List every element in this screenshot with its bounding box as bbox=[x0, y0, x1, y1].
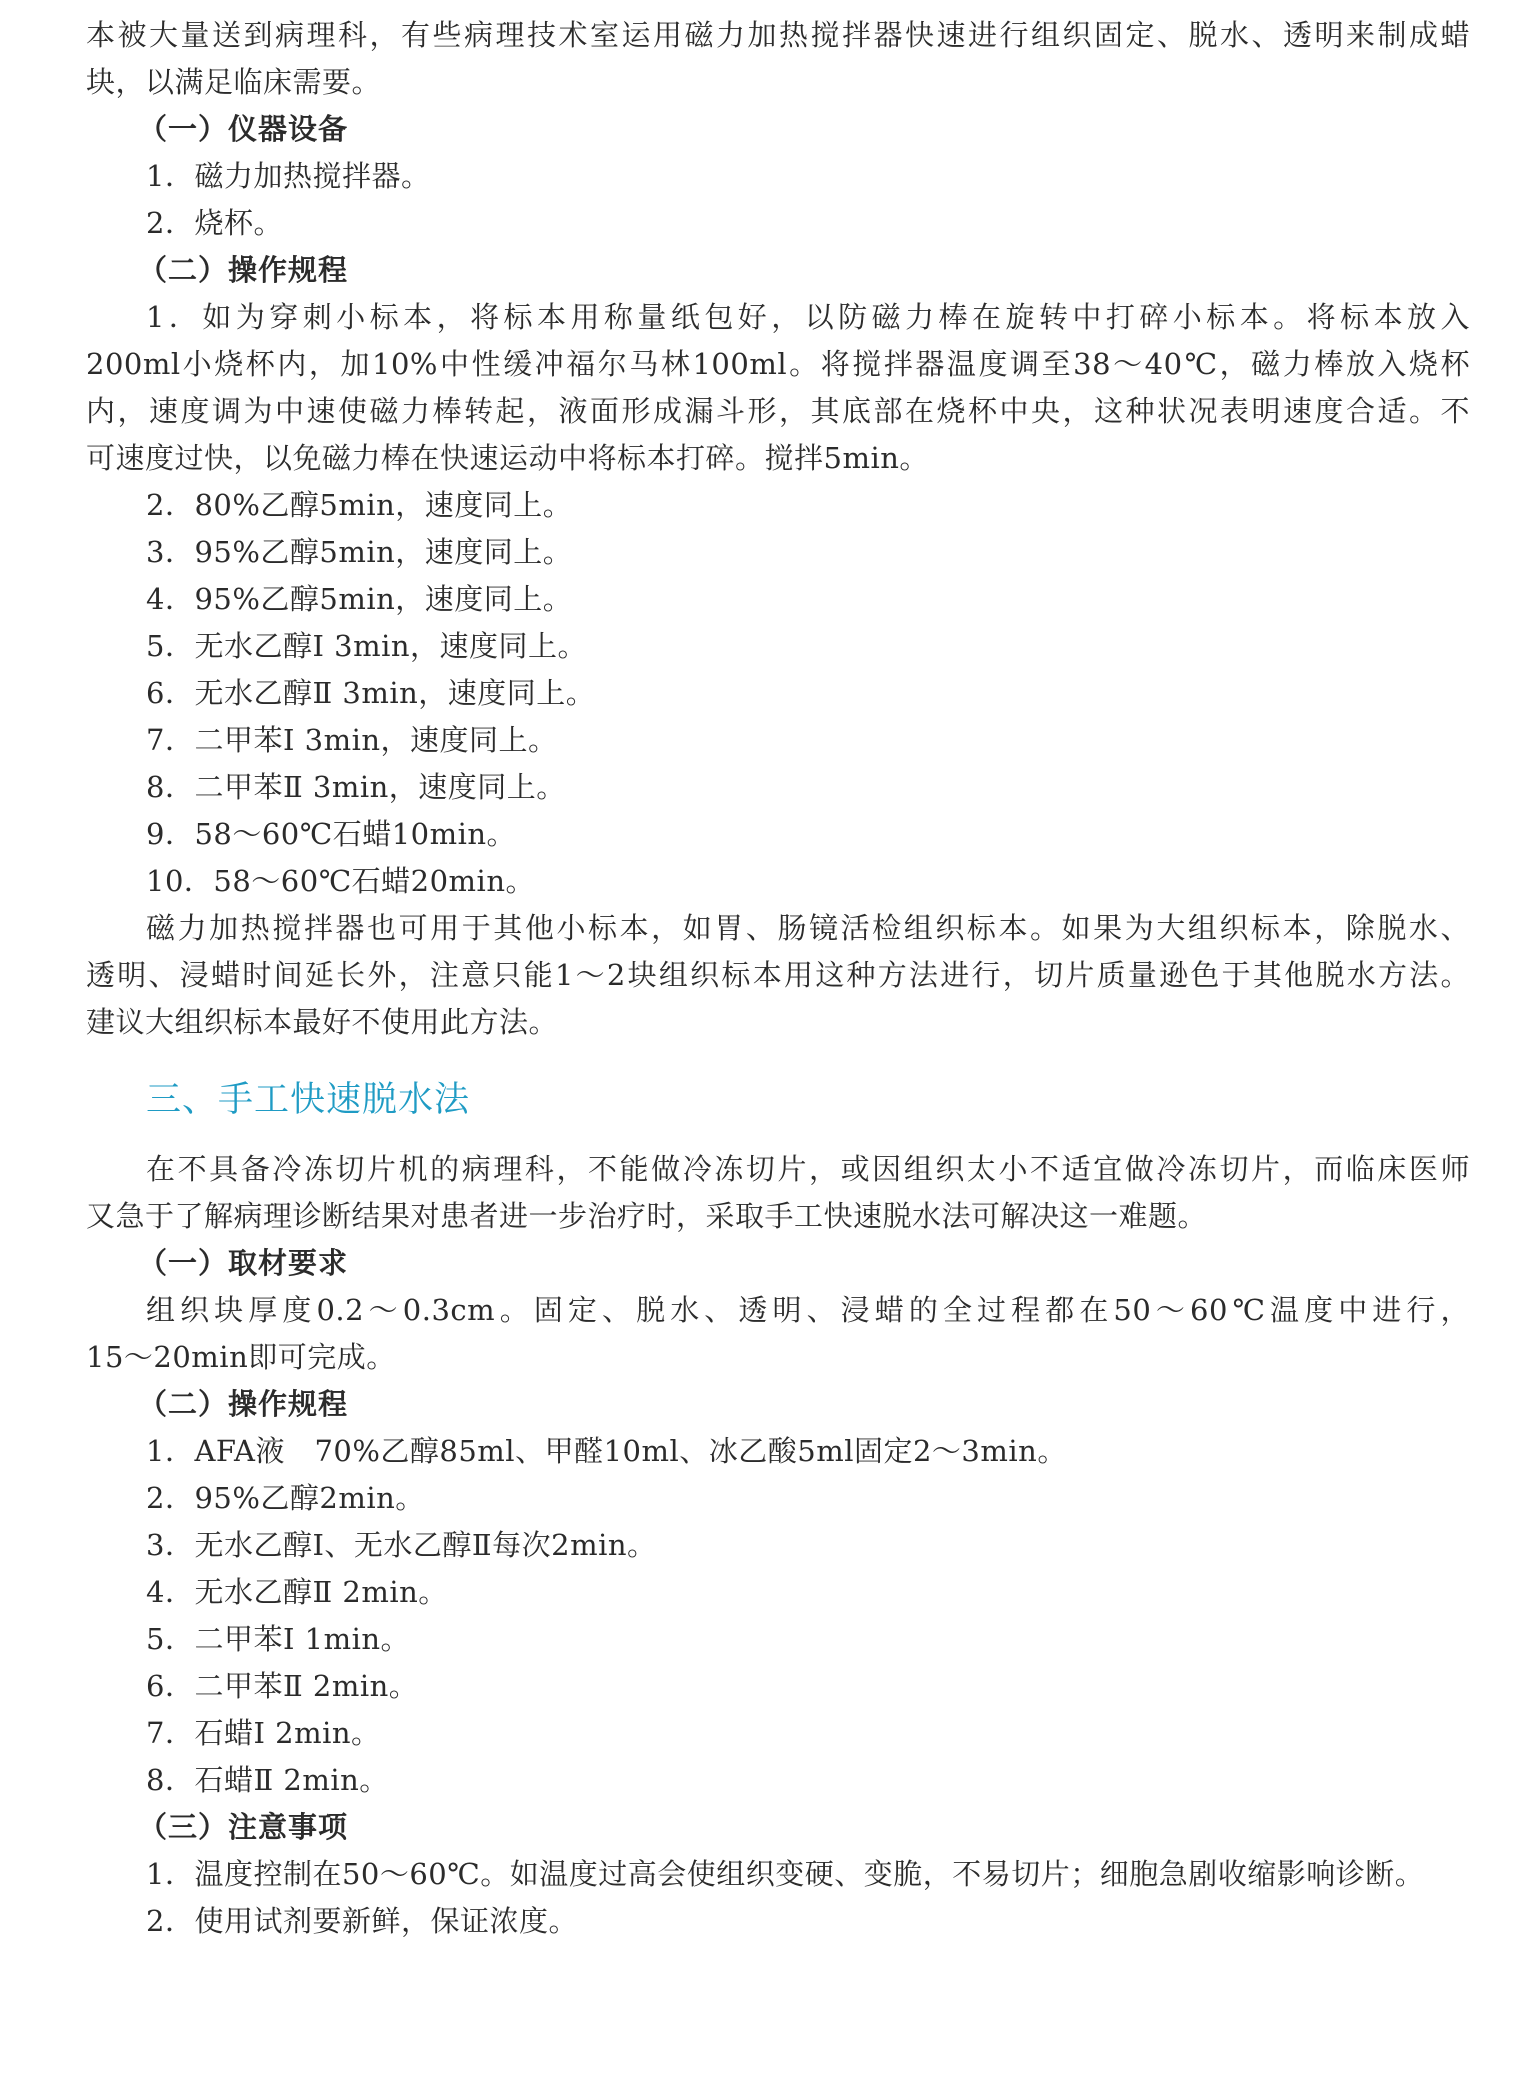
paragraph-line: 又急于了解病理诊断结果对患者进一步治疗时，采取手工快速脱水法可解决这一难题。 bbox=[86, 1199, 1208, 1233]
paragraph-line: 1．如为穿刺小标本，将标本用称量纸包好，以防磁力棒在旋转中打碎小标本。将标本放入 bbox=[146, 300, 1470, 334]
paragraph-line: 块，以满足临床需要。 bbox=[86, 65, 382, 99]
list-item: 2．使用试剂要新鲜，保证浓度。 bbox=[146, 1904, 578, 1938]
list-item: 6．无水乙醇Ⅱ 3min，速度同上。 bbox=[146, 676, 596, 710]
list-item: 2．95%乙醇2min。 bbox=[146, 1481, 425, 1515]
paragraph-line: 在不具备冷冻切片机的病理科，不能做冷冻切片，或因组织太小不适宜做冷冻切片，而临床医师 bbox=[146, 1152, 1470, 1186]
list-item: 1．磁力加热搅拌器。 bbox=[146, 159, 431, 193]
list-item: 6．二甲苯Ⅱ 2min。 bbox=[146, 1669, 419, 1703]
list-item: 7．二甲苯Ⅰ 3min，速度同上。 bbox=[146, 723, 558, 757]
top-paragraph bbox=[86, 12, 1470, 106]
paragraph-line: 15～20min即可完成。 bbox=[86, 1340, 396, 1374]
paragraph-line: 建议大组织标本最好不使用此方法。 bbox=[86, 1005, 559, 1039]
paragraph-line: 透明、浸蜡时间延长外，注意只能1～2块组织标本用这种方法进行，切片质量逊色于其他脱水方法。 bbox=[86, 958, 1470, 992]
list-item: 2．80%乙醇5min，速度同上。 bbox=[146, 488, 573, 522]
procedure-step-1 bbox=[86, 294, 1470, 482]
list-item: 10．58～60℃石蜡20min。 bbox=[146, 864, 535, 898]
list-item: 5．二甲苯Ⅰ 1min。 bbox=[146, 1622, 411, 1656]
subheading-procedure: （二）操作规程 bbox=[138, 1387, 349, 1421]
list-item: 5．无水乙醇Ⅰ 3min，速度同上。 bbox=[146, 629, 588, 663]
subheading-procedure: （二）操作规程 bbox=[138, 253, 349, 287]
paragraph-line: 组织块厚度0.2～0.3cm。固定、脱水、透明、浸蜡的全过程都在50～60℃温度中进行， bbox=[146, 1293, 1470, 1327]
list-item: 4．95%乙醇5min，速度同上。 bbox=[146, 582, 573, 616]
subheading-sampling: （一）取材要求 bbox=[138, 1246, 349, 1280]
list-item: 3．无水乙醇Ⅰ、无水乙醇Ⅱ每次2min。 bbox=[146, 1528, 657, 1562]
list-item: 2．烧杯。 bbox=[146, 206, 283, 240]
paragraph-line: 可速度过快，以免磁力棒在快速运动中将标本打碎。搅拌5min。 bbox=[86, 441, 929, 475]
list-item: 8．二甲苯Ⅱ 3min，速度同上。 bbox=[146, 770, 566, 804]
paragraph-line: 内，速度调为中速使磁力棒转起，液面形成漏斗形，其底部在烧杯中央，这种状况表明速度合适。不 bbox=[86, 394, 1470, 428]
list-item: 9．58～60℃石蜡10min。 bbox=[146, 817, 517, 851]
list-item: 8．石蜡Ⅱ 2min。 bbox=[146, 1763, 389, 1797]
list-item: 1．温度控制在50～60℃。如温度过高会使组织变硬、变脆，不易切片；细胞急剧收缩影响诊断。 bbox=[146, 1857, 1425, 1891]
section-title: 三、手工快速脱水法 bbox=[146, 1080, 471, 1120]
subheading-equipment: （一）仪器设备 bbox=[138, 112, 349, 146]
document-page bbox=[86, 12, 1470, 1945]
section-intro bbox=[86, 1146, 1470, 1240]
paragraph-line: 200ml小烧杯内，加10%中性缓冲福尔马林100ml。将搅拌器温度调至38～40℃，磁力棒放入烧杯 bbox=[86, 347, 1470, 381]
paragraph-line: 本被大量送到病理科，有些病理技术室运用磁力加热搅拌器快速进行组织固定、脱水、透明来制成蜡 bbox=[86, 18, 1470, 52]
procedure-note bbox=[86, 905, 1470, 1046]
list-item: 1．AFA液 70%乙醇85ml、甲醛10ml、冰乙酸5ml固定2～3min。 bbox=[146, 1434, 1067, 1468]
list-item: 7．石蜡Ⅰ 2min。 bbox=[146, 1716, 381, 1750]
list-item: 3．95%乙醇5min，速度同上。 bbox=[146, 535, 573, 569]
list-item: 4．无水乙醇Ⅱ 2min。 bbox=[146, 1575, 448, 1609]
paragraph-line: 磁力加热搅拌器也可用于其他小标本，如胃、肠镜活检组织标本。如果为大组织标本，除脱水、 bbox=[146, 911, 1470, 945]
subheading-precautions: （三）注意事项 bbox=[138, 1810, 349, 1844]
